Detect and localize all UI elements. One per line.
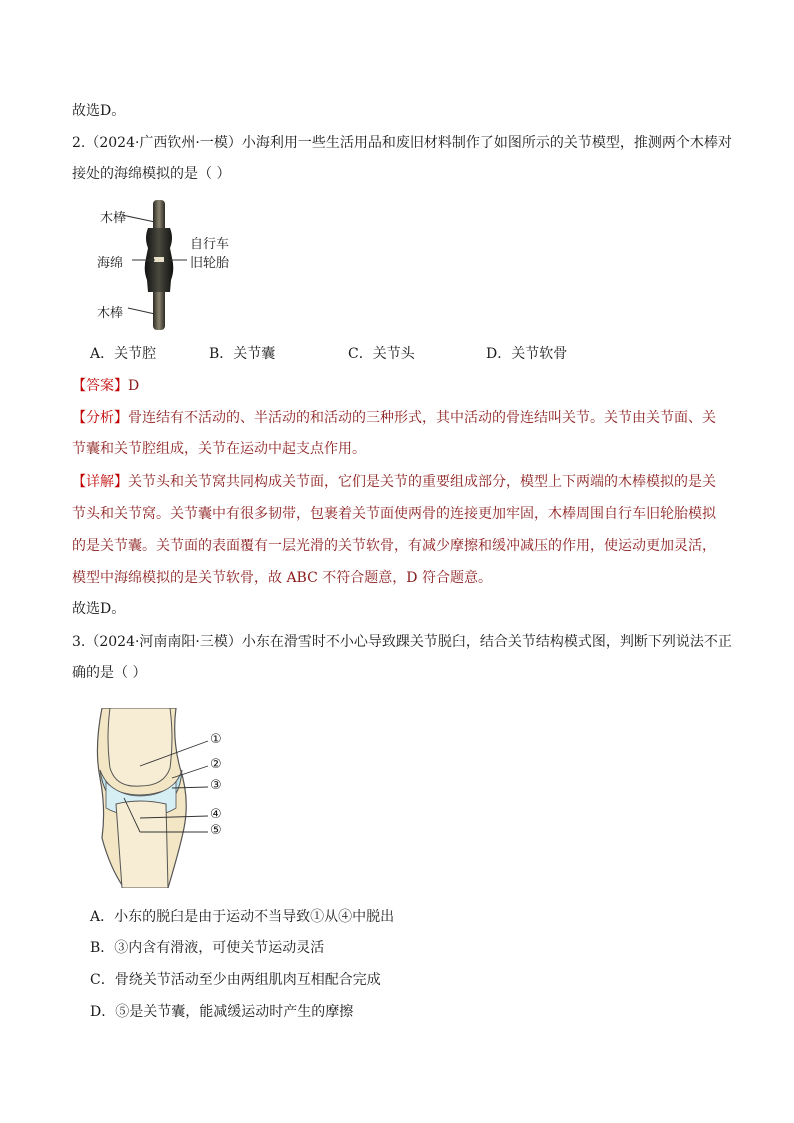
q3-stem-line1: 3.（2024·河南南阳·三模）小东在滑雪时不小心导致踝关节脱臼，结合关节结构模式图，判断下列说法不正 xyxy=(72,634,732,650)
diagram-label-5: ⑤ xyxy=(210,823,222,838)
joint-structure-figure xyxy=(80,708,280,888)
label-tire-1: 自行车 xyxy=(190,237,230,252)
diagram-label-3: ③ xyxy=(210,778,222,793)
q3-option-a[interactable]: A．小东的脱臼是由于运动不当导致①从④中脱出 xyxy=(90,909,395,925)
q3-stem-line2: 确的是（ ） xyxy=(72,665,147,681)
label-sponge: 海绵 xyxy=(97,256,124,271)
q2-option-b[interactable]: B．关节囊 xyxy=(209,346,276,362)
top-conclusion: 故选D。 xyxy=(72,103,126,119)
q2-conclusion: 故选D。 xyxy=(72,601,126,617)
q2-detail-line1 xyxy=(72,472,716,492)
diagram-label-1: ① xyxy=(210,732,222,747)
q2-detail-line4: 模型中海绵模拟的是关节软骨，故 ABC 不符合题意，D 符合题意。 xyxy=(72,570,492,586)
diagram-label-2: ② xyxy=(210,757,222,772)
q2-analysis-line1 xyxy=(72,408,716,428)
sponge-shape xyxy=(154,257,164,262)
q2-answer xyxy=(72,376,139,396)
label-tire-2: 旧轮胎 xyxy=(190,256,230,271)
analysis-text-1: 骨连结有不活动的、半活动的和活动的三种形式，其中活动的骨连结叫关节。关节由关节面、关 xyxy=(128,410,716,426)
q3-option-d[interactable]: D．⑤是关节囊，能减缓运动时产生的摩擦 xyxy=(90,1004,354,1020)
label-top-stick: 木棒 xyxy=(100,211,127,226)
q2-option-c[interactable]: C．关节头 xyxy=(348,346,415,362)
detail-text-1: 关节头和关节窝共同构成关节面，它们是关节的重要组成部分，模型上下两端的木棒模拟的是关 xyxy=(128,474,716,490)
label-bottom-stick: 木棒 xyxy=(97,306,124,321)
q2-option-a[interactable]: A．关节腔 xyxy=(90,346,157,362)
q2-detail-line3: 的是关节囊。关节面的表面覆有一层光滑的关节软骨，有减少摩擦和缓冲减压的作用，使运动更加灵活， xyxy=(72,538,716,554)
q2-detail-line2: 节头和关节窝。关节囊中有很多韧带，包裹着关节面使两骨的连接更加牢固，木棒周围自行车旧轮胎模拟 xyxy=(72,506,716,522)
answer-value: D xyxy=(128,378,140,394)
detail-tag: 【详解】 xyxy=(72,474,128,490)
q2-option-d[interactable]: D．关节软骨 xyxy=(486,346,568,362)
bottom-stick-shape xyxy=(153,288,165,330)
analysis-tag: 【分析】 xyxy=(72,410,128,426)
q3-option-b[interactable]: B．③内含有滑液，可使关节运动灵活 xyxy=(90,940,325,956)
q3-option-c[interactable]: C．骨绕关节活动至少由两组肌肉互相配合完成 xyxy=(90,972,381,988)
q2-stem-line1: 2.（2024·广西钦州·一模）小海利用一些生活用品和废旧材料制作了如图所示的关节模型，推测两个木棒对 xyxy=(72,135,732,151)
diagram-label-4: ④ xyxy=(210,807,222,822)
q2-analysis-line2: 节囊和关节腔组成，关节在运动中起支点作用。 xyxy=(72,441,366,457)
answer-tag: 【答案】 xyxy=(72,378,128,394)
q2-stem-line2: 接处的海绵模拟的是（ ） xyxy=(72,166,231,182)
